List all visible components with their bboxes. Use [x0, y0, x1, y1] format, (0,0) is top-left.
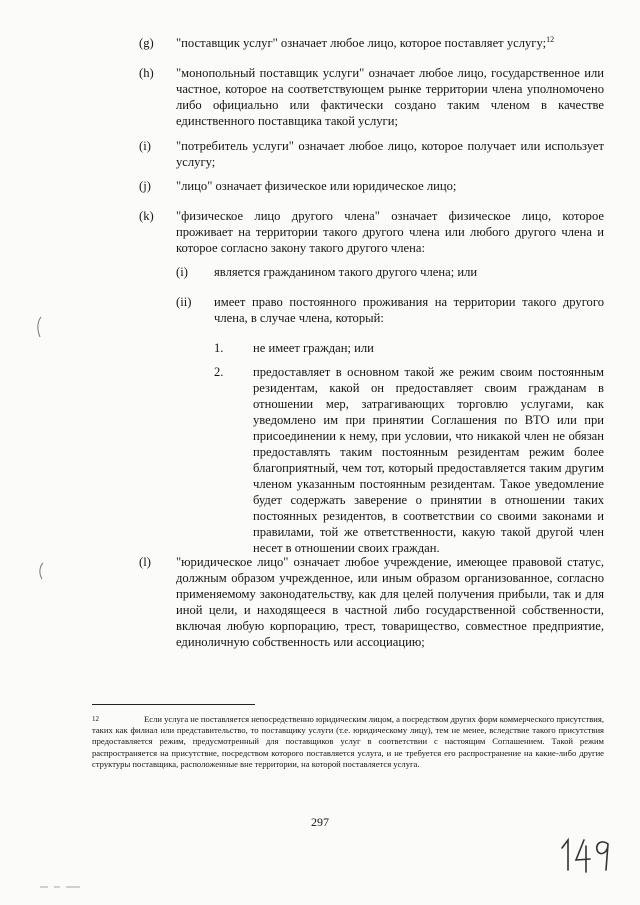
- footnote-number: 12: [92, 715, 99, 723]
- item-text: [176, 35, 604, 51]
- item-marker: (k): [139, 209, 154, 223]
- item-text: "потребитель услуги" означает любое лицо, которое получает или использует услугу;: [176, 139, 604, 169]
- item-marker: (h): [139, 66, 154, 80]
- subitem-text: имеет право постоянного проживания на территории такого другого члена, в случае члена, который:: [214, 295, 604, 325]
- subsubitem-text: не имеет граждан; или: [253, 341, 374, 355]
- item-text: "монопольный поставщик услуги" означает любое лицо, государственное или частное, которое на соответствующем рынке территории члена уполномочено либо официально или фактически создано таким членом в качестве единственного поставщика такой услуги;: [176, 66, 604, 128]
- item-marker: (l): [139, 555, 151, 569]
- footnote: [92, 714, 604, 770]
- page-number: 297: [311, 815, 329, 829]
- subsubitem-marker: 2.: [214, 365, 224, 379]
- footnote-reference[interactable]: 12: [546, 34, 555, 44]
- item-text: "физическое лицо другого члена" означает физическое лицо, которое проживает на территории такого другого члена или любого другого члена и которое согласно закону такого другого члена:: [176, 209, 604, 255]
- scan-mark: [38, 562, 44, 580]
- subsubitem-text: предоставляет в основном такой же режим своим постоянным резидентам, какой он предоставляет своим гражданам в отношении мер, затрагивающих торговлю услугами, как уведомлено им при принятии Соглашения по ВТО или при присоединении к нему, при условии, что никакой член не обязан предоставлять таким постоянным резидентам режим более благоприятный, чем тот, который предоставляется таким другим членом указанным постоянным резидентам. Такое уведомление будет содержать заверение о принятии в отношении таких постоянных резидентов, в соответствии со своими законами и правилами, той же ответственности, какую такой другой член несет в отношении своих граждан.: [253, 365, 604, 555]
- subitem-text: является гражданином такого другого члена; или: [214, 265, 478, 279]
- item-marker: (g): [139, 36, 154, 50]
- item-marker: (j): [139, 179, 151, 193]
- scan-mark: [40, 876, 90, 880]
- subitem-marker: (ii): [176, 295, 192, 309]
- subitem-marker: (i): [176, 265, 188, 279]
- item-text: "юридическое лицо" означает любое учреждение, имеющее правовой статус, должным образом учрежденное, или иным образом организованное, согласно применяемому законодательству, как для целей получения прибыли, так и для иной цели, и находящееся в частной либо государственной собственности, включая любую корпорацию, трест, товарищество, совместное предприятие, единоличную собственность или ассоциацию;: [176, 555, 604, 649]
- footnote-separator: [92, 704, 255, 705]
- handwritten-page-mark: [556, 826, 616, 878]
- item-text-body: "поставщик услуг" означает любое лицо, которое поставляет услугу;: [176, 36, 547, 50]
- item-text: "лицо" означает физическое или юридическое лицо;: [176, 179, 457, 193]
- subsubitem-marker: 1.: [214, 341, 224, 355]
- footnote-text: Если услуга не поставляется непосредственно юридическим лицом, а посредством других форм коммерческого присутствия, таких как филиал или представительство, то поставщику услуги (т.е. юридическому лицу), тем не менее, вследствие такого присутствия предоставляется режим, предусмотренный для поставщиков услуг в соответствии с настоящим Соглашением. Такой режим распространяется на присутствие, посредством которого поставляется услуга, и не требуется его распространение на какие-либо другие структуры поставщика, расположенные вне территории, на которой поставляется услуга.: [92, 714, 604, 769]
- item-marker: (i): [139, 139, 151, 153]
- scan-mark: [36, 316, 42, 338]
